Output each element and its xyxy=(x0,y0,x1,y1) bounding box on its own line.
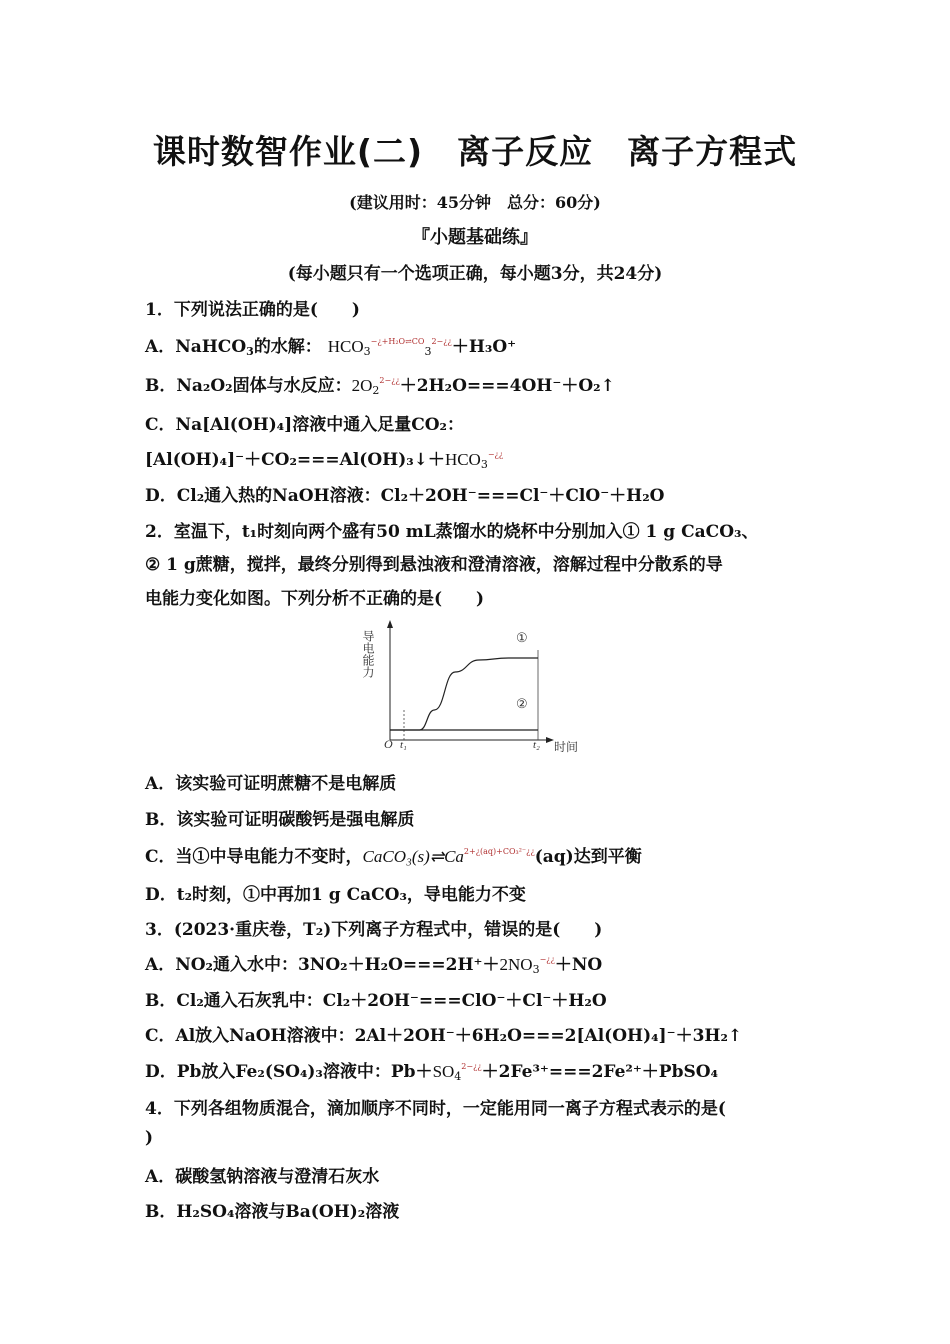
q1-a-text: 的水解： xyxy=(253,337,322,357)
series-2-label: ② xyxy=(516,696,528,711)
q4-option-b: B．H₂SO₄溶液与Ba(OH)₂溶液 xyxy=(145,1202,400,1222)
q3-d-so4: SO xyxy=(432,1062,455,1081)
q1-c-eq: [Al(OH)₄]⁻＋CO₂===Al(OH)₃↓＋ xyxy=(145,450,445,470)
q3-stem: 3．(2023·重庆卷，T₂)下列离子方程式中，错误的是( ) xyxy=(145,920,603,940)
q1-a-sup: −¿+H₂O⇌CO xyxy=(370,337,425,346)
x-tick-t2: t₂ xyxy=(533,739,540,751)
x-tick-t1: t₁ xyxy=(400,739,407,751)
q3-a-tail: ＋NO xyxy=(554,955,603,975)
q2-option-c xyxy=(145,842,642,867)
q1-option-c-line2: $[Al(OH)_4]^-+CO_2===Al(OH)_3↓+HCO_3^{-¿¿}$ xyxy=(145,450,504,471)
q1-option-a: A．NaHCO$_3$的水解： $HCO_3^{-¿+H_2O\rightleftharpoons CO}_3^{2-¿¿}+H_3O^+$ xyxy=(145,337,517,358)
conductivity-chart xyxy=(362,620,587,756)
series-1-line xyxy=(390,658,538,730)
q1-b-prefix: B．Na₂O₂固体与水反应： xyxy=(145,376,352,396)
page-title: 课时数智作业(二) 离子反应 离子方程式 xyxy=(152,132,798,171)
q4-stem-line1: 4．下列各组物质混合，滴加顺序不同时，一定能用同一离子方程式表示的是( xyxy=(145,1099,726,1119)
q2-c-tail: (aq)达到平衡 xyxy=(534,847,642,867)
q3-a-no3: 2NO xyxy=(499,955,533,974)
x-axis-label: 时间 xyxy=(554,740,579,754)
q1-b-tail: ＋2H₂O===4OH⁻＋O₂↑ xyxy=(399,376,615,396)
q1-c-sup: −¿¿ xyxy=(487,450,504,459)
q2-stem-line2: ② 1 g蔗糖，搅拌，最终分别得到悬浊液和澄清溶液，溶解过程中分散系的导 xyxy=(145,555,723,575)
q2-option-a: A．该实验可证明蔗糖不是电解质 xyxy=(145,774,397,794)
q1-a-formula: HCO xyxy=(327,337,364,356)
x-axis-arrow xyxy=(546,737,554,743)
q1-a-tail: ＋H₃O⁺ xyxy=(451,337,517,357)
q3-a-sup: −¿¿ xyxy=(539,955,555,964)
q3-option-d: D．Pb放入Fe₂(SO₄)₃溶液中：$Pb+SO_4^{2-¿¿}+2Fe^{3+}===2Fe^{2+}+PbSO_4$ xyxy=(145,1062,719,1083)
q3-option-b: B．Cl₂通入石灰乳中：Cl₂＋2OH⁻===ClO⁻＋Cl⁻＋H₂O xyxy=(145,991,607,1011)
q2-stem-line3: 电能力变化如图。下列分析不正确的是( ) xyxy=(145,589,485,609)
origin-label: O xyxy=(384,737,393,751)
q1-b-formula: 2O xyxy=(351,376,373,395)
q2-option-d: D．t₂时刻，①中再加1 g CaCO₃，导电能力不变 xyxy=(145,885,526,905)
q2-c-sup: 2+¿(aq)+CO₃²⁻¿¿ xyxy=(463,847,535,856)
q2-c-formula: CaCO₃(s)⇌Ca xyxy=(362,847,464,866)
q3-d-sup: 2−¿¿ xyxy=(461,1062,482,1071)
q1-stem: 1．下列说法正确的是( ) xyxy=(145,300,360,320)
q1-a-sup2: 2−¿¿ xyxy=(431,337,452,346)
y-axis-label: 导电能力 xyxy=(362,630,375,678)
q4-stem-line2: ) xyxy=(145,1128,154,1148)
q1-b-sup: 2−¿¿ xyxy=(379,376,400,385)
section-heading: 『小题基础练』 xyxy=(412,227,538,248)
q1-option-d: D．Cl₂通入热的NaOH溶液：Cl₂＋2OH⁻===Cl⁻＋ClO⁻＋H₂O xyxy=(145,486,665,506)
q4-option-a: A．碳酸氢钠溶液与澄清石灰水 xyxy=(145,1167,380,1187)
q2-c-prefix: C．当①中导电能力不变时， xyxy=(145,847,363,867)
q1-option-b: B．Na₂O₂固体与水反应：$2O_2^{2-¿¿}+2H_2O===4OH^-+O_2↑$ xyxy=(145,376,615,397)
q1-c-hco3: HCO xyxy=(444,450,481,469)
q1-a-prefix: A．NaHCO xyxy=(145,337,247,357)
q2-option-b: B．该实验可证明碳酸钙是强电解质 xyxy=(145,810,415,830)
series-1-label: ① xyxy=(516,630,528,645)
q3-option-c: C．Al放入NaOH溶液中：2Al＋2OH⁻＋6H₂O===2[Al(OH)₄]⁻＋3H₂↑ xyxy=(145,1026,743,1046)
q3-d-tail: ＋2Fe³⁺===2Fe²⁺＋PbSO₄ xyxy=(481,1062,719,1082)
chart-svg xyxy=(362,620,587,756)
y-axis-arrow xyxy=(387,620,393,628)
q3-option-a: A．NO₂通入水中：$3NO_2+H_2O===2H^++2NO_3^{-¿¿}+NO$ xyxy=(145,955,603,976)
instructions: (每小题只有一个选项正确，每小题3分，共24分) xyxy=(287,264,663,284)
q1-option-c: C．Na[Al(OH)₄]溶液中通入足量CO₂： xyxy=(145,415,465,435)
q3-d-prefix: D．Pb放入Fe₂(SO₄)₃溶液中：Pb＋ xyxy=(145,1062,433,1082)
q2-stem-line1: 2．室温下，t₁时刻向两个盛有50 mL蒸馏水的烧杯中分别加入① 1 g CaCO₃、 xyxy=(145,522,759,542)
time-note: (建议用时：45分钟 总分：60分) xyxy=(349,193,601,212)
q3-a-prefix: A．NO₂通入水中：3NO₂＋H₂O===2H⁺＋ xyxy=(145,955,500,975)
